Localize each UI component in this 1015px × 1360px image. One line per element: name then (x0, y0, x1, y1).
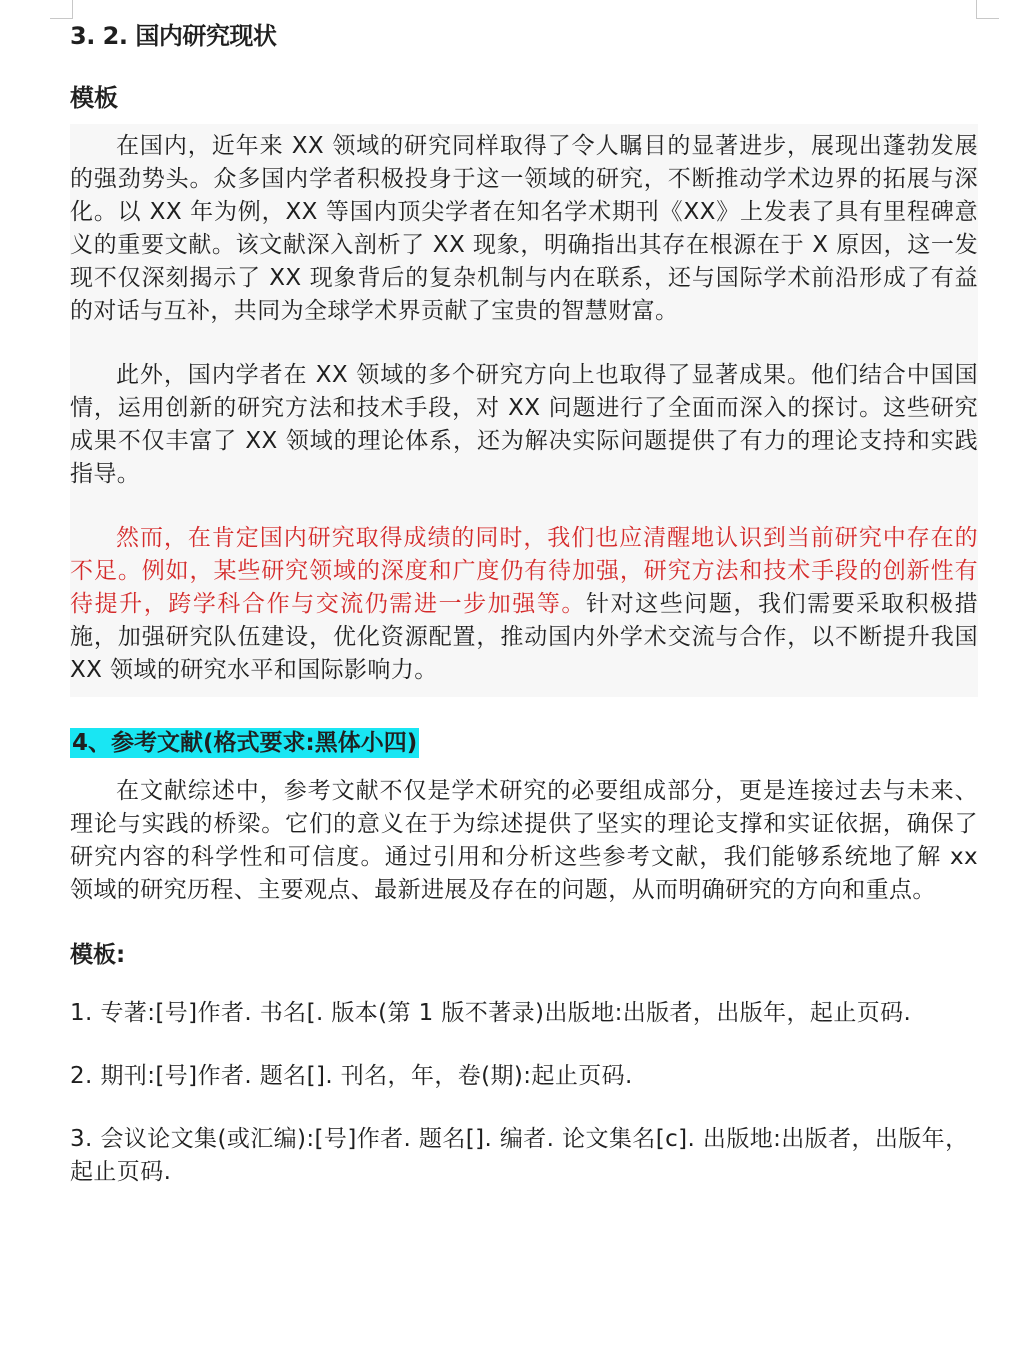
reference-format-monograph: 1. 专著:[号]作者. 书名[. 版本(第 1 版不著录)出版地:出版者，出版年，起止页码. (70, 1000, 912, 1026)
paragraph-shortcomings-measures: 针对这些问题，我们需要采取积极措施，加强研究队伍建设，优化资源配置，推动国内外学术交流与合作，以不断提升我国 XX 领域的研究水平和国际影响力。 (70, 591, 978, 683)
reference-format-proceedings: 3. 会议论文集(或汇编):[号]作者. 题名[]. 编者. 论文集名[c]. 出版地:出版者，出版年，起止页码. (70, 1126, 969, 1185)
paragraph-shortcomings (70, 522, 978, 687)
paragraph-domestic-progress: 在国内，近年来 XX 领域的研究同样取得了令人瞩目的显著进步，展现出蓬勃发展的强劲势头。众多国内学者积极投身于这一领域的研究，不断推动学术边界的拓展与深化。以 XX 年为例，XX 等国内顶尖学者在知名学术期刊《XX》上发表了具有里程碑意义的重要文献。该文献深入剖析了 XX 现象，明确指出其存在根源在于 X 原因，这一发现不仅深刻揭示了 XX 现象背后的复杂机制与内在联系，还与国际学术前沿形成了有益的对话与互补，共同为全球学术界贡献了宝贵的智慧财富。 (70, 133, 978, 324)
paragraph-shortcomings-red-text: 然而，在肯定国内研究取得成绩的同时，我们也应清醒地认识到当前研究中存在的不足。例如，某些研究领域的深度和广度仍有待加强，研究方法和技术手段的创新性有待提升，跨学科合作与交流仍需进一步加强等。 (70, 525, 978, 617)
references-intro-paragraph: 在文献综述中，参考文献不仅是学术研究的必要组成部分，更是连接过去与未来、理论与实践的桥梁。它们的意义在于为综述提供了坚实的理论支撑和实证依据，确保了研究内容的科学性和可信度。通过引用和分析这些参考文献，我们能够系统地了解 xx 领域的研究历程、主要观点、最新进展及存在的问题，从而明确研究的方向和重点。 (70, 778, 978, 903)
reference-format-journal: 2. 期刊:[号]作者. 题名[]. 刊名，年，卷(期):起止页码. (70, 1063, 633, 1089)
document-content (70, 16, 978, 1189)
template-body (70, 124, 978, 697)
references-heading-highlight: 4、参考文献(格式要求:黑体小四) (72, 730, 418, 756)
references-heading (70, 723, 978, 763)
template-heading: 模板 (70, 84, 118, 112)
page-corner-mark-right (976, 0, 999, 19)
section-heading: 3. 2. 国内研究现状 (70, 22, 277, 50)
paragraph-additional-results: 此外，国内学者在 XX 领域的多个研究方向上也取得了显著成果。他们结合中国国情，运用创新的研究方法和技术手段，对 XX 问题进行了全面而深入的探讨。这些研究成果不仅丰富了 XX 领域的理论体系，还为解决实际问题提供了有力的理论支持和实践指导。 (70, 362, 978, 487)
reference-template-heading: 模板: (70, 942, 126, 968)
